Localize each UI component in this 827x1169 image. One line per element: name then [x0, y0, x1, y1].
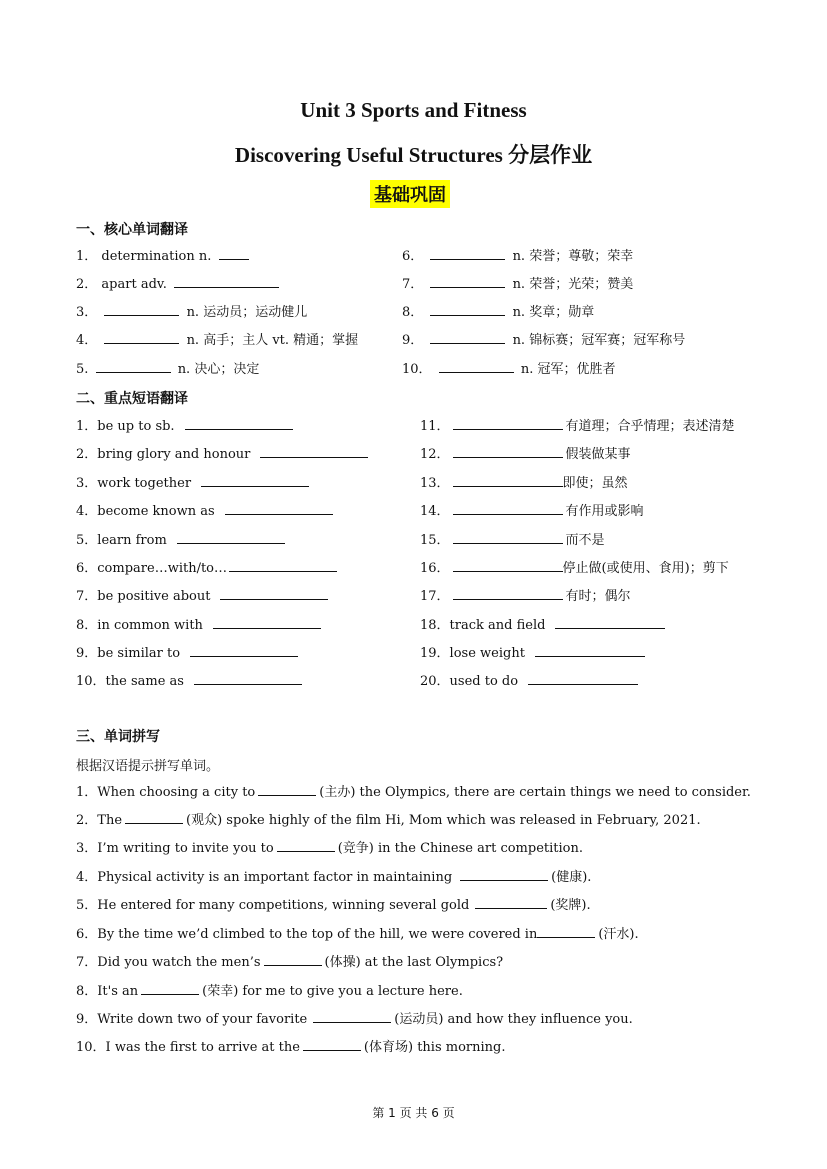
- item-number: 8．: [76, 618, 98, 633]
- item-text: 假装做某事: [565, 447, 631, 462]
- item-number: 5．: [76, 533, 98, 548]
- s2-item-1: [76, 417, 296, 436]
- item-text: I was the first to arrive at the: [105, 1040, 300, 1055]
- section3-heading: 三、单词拼写: [76, 729, 160, 745]
- s2-item-13: [420, 474, 628, 493]
- item-number: 4．: [76, 504, 98, 519]
- item-text: learn from: [97, 533, 167, 548]
- answer-blank[interactable]: [453, 559, 563, 572]
- item-number: 2．: [76, 813, 98, 828]
- item-text: compare…with/to…: [97, 561, 228, 576]
- answer-blank[interactable]: [430, 331, 505, 344]
- s2-item-19: [420, 644, 648, 663]
- s2-item-10: [76, 672, 305, 691]
- item-text: become known as: [97, 504, 215, 519]
- item-number: 9．: [76, 646, 98, 661]
- item-number: 4．: [76, 870, 98, 885]
- item-number: 2．: [76, 447, 98, 462]
- answer-blank[interactable]: [537, 925, 595, 938]
- s2-item-18: [420, 616, 668, 635]
- item-text: 停止做(或使用、食用)；剪下: [562, 561, 729, 576]
- answer-blank[interactable]: [104, 331, 179, 344]
- s1-item-8: [402, 303, 594, 322]
- item-number: 8．: [402, 305, 424, 320]
- item-number: 3．: [76, 305, 98, 320]
- item-text: n. 荣誉；光荣；赞美: [512, 277, 634, 292]
- page-subtitle: Discovering Useful Structures 分层作业: [234, 143, 593, 167]
- item-text: Physical activity is an important factor in maintaining: [97, 870, 453, 885]
- s2-item-12: [420, 445, 631, 464]
- answer-blank[interactable]: [453, 445, 563, 458]
- answer-blank[interactable]: [260, 445, 368, 458]
- item-text: n. 锦标赛；冠军赛；冠军称号: [512, 333, 686, 348]
- section2-heading: 二、重点短语翻译: [76, 391, 188, 407]
- s2-item-7: [76, 587, 331, 606]
- answer-blank[interactable]: [190, 644, 298, 657]
- s1-item-7: [402, 275, 633, 294]
- item-text: (竞争) in the Chinese art competition.: [337, 841, 583, 856]
- item-text: lose weight: [449, 646, 525, 661]
- answer-blank[interactable]: [201, 474, 309, 487]
- answer-blank[interactable]: [220, 587, 328, 600]
- item-text: n. 荣誉；尊敬；荣幸: [512, 249, 634, 264]
- item-text: (体育场) this morning.: [363, 1040, 506, 1055]
- item-text: (主办) the Olympics, there are certain things we need to consider.: [319, 785, 751, 800]
- answer-blank[interactable]: [535, 644, 645, 657]
- item-number: 14．: [420, 504, 450, 519]
- s1-item-2: [76, 275, 282, 294]
- item-text: (荣幸) for me to give you a lecture here.: [202, 984, 463, 999]
- item-text: By the time we’d climbed to the top of the hill, we were covered in: [97, 927, 538, 942]
- item-number: 16．: [420, 561, 450, 576]
- s2-item-9: [76, 644, 301, 663]
- item-text: n. 冠军；优胜者: [520, 362, 616, 377]
- s2-item-2: [76, 445, 371, 464]
- item-text: n. 高手；主人 vt. 精通；掌握: [186, 333, 359, 348]
- item-text: (体操) at the last Olympics?: [324, 955, 504, 970]
- item-number: 12．: [420, 447, 450, 462]
- s3-item-7: [76, 953, 503, 972]
- item-text: determination n.: [101, 249, 212, 264]
- s1-item-9: [402, 331, 685, 350]
- item-text: He entered for many competitions, winning several gold: [97, 898, 470, 913]
- item-number: 9．: [402, 333, 424, 348]
- item-number: 5．: [76, 898, 98, 913]
- answer-blank[interactable]: [430, 275, 505, 288]
- item-number: 11．: [420, 419, 450, 434]
- s2-item-16: [420, 559, 729, 578]
- item-text: 而不是: [565, 533, 605, 548]
- answer-blank[interactable]: [258, 783, 316, 796]
- item-number: 7．: [402, 277, 424, 292]
- item-number: 19．: [420, 646, 450, 661]
- answer-blank[interactable]: [453, 587, 563, 600]
- s3-item-9: [76, 1010, 633, 1029]
- s3-item-3: [76, 839, 583, 858]
- item-number: 6．: [76, 927, 98, 942]
- item-text: n. 决心；决定: [177, 362, 260, 377]
- item-text: (观众) spoke highly of the film Hi, Mom which was released in February, 2021.: [186, 813, 701, 828]
- answer-blank[interactable]: [125, 811, 183, 824]
- item-text: be positive about: [97, 589, 211, 604]
- s2-item-14: [420, 502, 644, 521]
- item-text: I’m writing to invite you to: [97, 841, 274, 856]
- s1-item-10: [402, 360, 615, 379]
- level-label: 基础巩固: [370, 180, 450, 208]
- s1-item-3: [76, 303, 307, 322]
- s1-item-5: [76, 360, 259, 379]
- answer-blank[interactable]: [453, 502, 563, 515]
- answer-blank[interactable]: [475, 896, 547, 909]
- s3-item-8: [76, 982, 463, 1001]
- item-text: used to do: [449, 674, 519, 689]
- s3-item-10: [76, 1038, 505, 1057]
- item-number: 17．: [420, 589, 450, 604]
- item-number: 9．: [76, 1012, 98, 1027]
- answer-blank[interactable]: [229, 559, 337, 572]
- item-number: 10．: [76, 674, 106, 689]
- answer-blank[interactable]: [264, 953, 322, 966]
- item-text: work together: [97, 476, 192, 491]
- answer-blank[interactable]: [313, 1010, 391, 1023]
- s3-item-4: [76, 868, 591, 887]
- answer-blank[interactable]: [460, 868, 548, 881]
- s2-item-15: [420, 531, 605, 550]
- item-number: 7．: [76, 955, 98, 970]
- item-text: n. 运动员；运动健儿: [186, 305, 308, 320]
- item-text: n. 奖章；勋章: [512, 305, 595, 320]
- item-number: 3．: [76, 476, 98, 491]
- s3-item-6: [76, 925, 639, 944]
- answer-blank[interactable]: [439, 360, 514, 373]
- item-number: 15．: [420, 533, 450, 548]
- item-text: in common with: [97, 618, 203, 633]
- answer-blank[interactable]: [453, 417, 563, 430]
- s3-item-2: [76, 811, 701, 830]
- s1-item-1: [76, 247, 252, 266]
- item-number: 10．: [76, 1040, 106, 1055]
- s1-item-4: [76, 331, 358, 350]
- section3-instruction: 根据汉语提示拼写单词。: [76, 759, 220, 774]
- item-text: bring glory and honour: [97, 447, 251, 462]
- item-number: 1．: [76, 249, 98, 264]
- item-number: 13．: [420, 476, 450, 491]
- s2-item-6: [76, 559, 340, 578]
- page-title: Unit 3 Sports and Fitness: [300, 98, 527, 122]
- item-number: 20．: [420, 674, 450, 689]
- item-number: 1．: [76, 785, 98, 800]
- item-text: 有作用或影响: [565, 504, 644, 519]
- item-number: 4．: [76, 333, 98, 348]
- item-text: Did you watch the men’s: [97, 955, 261, 970]
- answer-blank[interactable]: [453, 531, 563, 544]
- item-text: The: [97, 813, 123, 828]
- item-number: 6．: [76, 561, 98, 576]
- item-text: 即使；虽然: [562, 476, 628, 491]
- answer-blank[interactable]: [555, 616, 665, 629]
- answer-blank[interactable]: [185, 417, 293, 430]
- item-text: It's an: [97, 984, 139, 999]
- item-number: 1．: [76, 419, 98, 434]
- item-number: 2．: [76, 277, 98, 292]
- answer-blank[interactable]: [104, 303, 179, 316]
- item-number: 3．: [76, 841, 98, 856]
- s2-item-5: [76, 531, 288, 550]
- section1-heading: 一、核心单词翻译: [76, 222, 188, 238]
- item-text: 有时；偶尔: [565, 589, 631, 604]
- item-text: 有道理；合乎情理；表述清楚: [565, 419, 735, 434]
- answer-blank[interactable]: [174, 275, 279, 288]
- s1-item-6: [402, 247, 633, 266]
- s3-item-5: [76, 896, 591, 915]
- answer-blank[interactable]: [213, 616, 321, 629]
- item-text: apart adv.: [101, 277, 167, 292]
- s2-item-4: [76, 502, 336, 521]
- item-text: Write down two of your favorite: [97, 1012, 308, 1027]
- page-footer: 第 1 页 共 6 页: [372, 1106, 455, 1120]
- answer-blank[interactable]: [430, 247, 505, 260]
- item-text: When choosing a city to: [97, 785, 256, 800]
- item-number: 10．: [402, 362, 432, 377]
- answer-blank[interactable]: [194, 672, 302, 685]
- answer-blank[interactable]: [453, 474, 563, 487]
- answer-blank[interactable]: [303, 1038, 361, 1051]
- answer-blank[interactable]: [141, 982, 199, 995]
- answer-blank[interactable]: [430, 303, 505, 316]
- s2-item-3: [76, 474, 312, 493]
- s2-item-17: [420, 587, 631, 606]
- item-text: be similar to: [97, 646, 181, 661]
- item-text: track and field: [449, 618, 546, 633]
- s2-item-11: [420, 417, 735, 436]
- item-number: 5.: [76, 362, 89, 377]
- item-number: 7．: [76, 589, 98, 604]
- item-text: (奖牌).: [550, 898, 591, 913]
- item-text: (运动员) and how they influence you.: [394, 1012, 633, 1027]
- item-number: 8．: [76, 984, 98, 999]
- answer-blank[interactable]: [277, 839, 335, 852]
- item-text: (健康).: [551, 870, 592, 885]
- item-text: be up to sb.: [97, 419, 175, 434]
- answer-blank[interactable]: [528, 672, 638, 685]
- s3-item-1: [76, 783, 751, 802]
- item-number: 18．: [420, 618, 450, 633]
- item-text: the same as: [105, 674, 184, 689]
- answer-blank[interactable]: [177, 531, 285, 544]
- s2-item-8: [76, 616, 324, 635]
- answer-blank[interactable]: [96, 360, 171, 373]
- s2-item-20: [420, 672, 641, 691]
- answer-blank[interactable]: [219, 247, 249, 260]
- answer-blank[interactable]: [225, 502, 333, 515]
- item-number: 6．: [402, 249, 424, 264]
- item-text: (汗水).: [598, 927, 639, 942]
